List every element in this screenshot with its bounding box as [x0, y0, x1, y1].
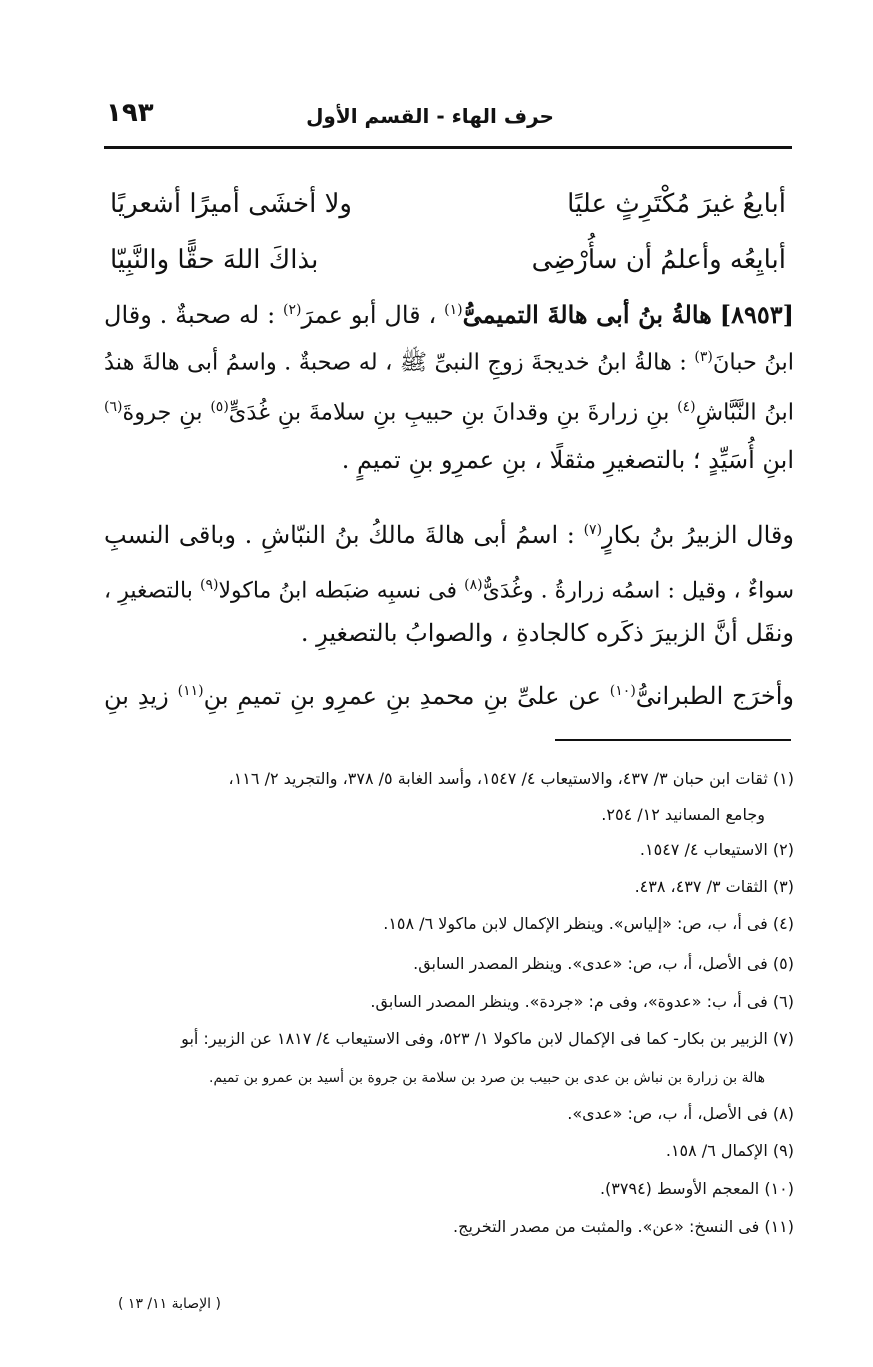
footnote-ref[interactable]: (٤): [677, 399, 696, 415]
signature-mark: ( الإصابة ١١/ ١٣ ): [118, 1296, 221, 1312]
footnote-ref[interactable]: (١٠): [609, 683, 636, 699]
verse-1-first-hemistich: أبايعُ غيرَ مُكْتَرِثٍ عليًا: [567, 189, 786, 219]
header-divider: [104, 146, 792, 149]
body-text: وأخرَج الطبرانىُّ: [635, 682, 794, 710]
body-text: سواءٌ ، وقيل : اسمُه زرارةُ . وغُدَىٌّ: [482, 578, 795, 604]
verse-1-second-hemistich: ولا أخشَى أميرًا أشعريًا: [110, 189, 352, 219]
footnote-10: (١٠) المعجم الأوسط (٣٧٩٤).: [599, 1179, 794, 1198]
body-text: فى نسبِه ضبَطه ابنُ ماكولا: [218, 578, 457, 604]
entry-line: [104, 671, 794, 716]
entry-line: [104, 290, 794, 335]
footnote-ref[interactable]: (١١): [177, 683, 204, 699]
page-number: ١٩٣: [106, 98, 154, 128]
footnote-8: (٨) فى الأصل، أ، ب، ص: «عدى».: [567, 1104, 794, 1123]
body-text: : له صحبةٌ . وقال: [104, 301, 276, 329]
footnote-ref[interactable]: (٦): [104, 399, 123, 415]
footnote-5: (٥) فى الأصل، أ، ب، ص: «عدى». وينظر المصدر السابق.: [413, 954, 794, 973]
footnote-2: (٢) الاستيعاب ٤/ ١٥٤٧.: [639, 840, 794, 859]
body-text: : اسمُ أبى هالةَ مالكُ بنُ النبّاشِ . وباقى النسبِ: [104, 521, 575, 549]
body-text: وقال الزبيرُ بنُ بكارٍ: [602, 521, 794, 549]
footnote-3: (٣) الثقات ٣/ ٤٣٧، ٤٣٨.: [634, 877, 794, 896]
body-text: بنِ زرارةَ بنِ وقدانَ بنِ حبيبِ بنِ سلامةَ بنِ غُدَىٍّ: [228, 399, 670, 426]
entry-line: [104, 613, 794, 653]
footnote-4: (٤) فى أ، ب، ص: «إلياس». وينظر الإكمال لابن ماكولا ٦/ ١٥٨.: [383, 914, 794, 933]
body-text: زيدِ بنِ: [104, 682, 169, 710]
footnote-ref[interactable]: (٢): [283, 302, 302, 318]
poem-verse-2: [110, 240, 786, 280]
entry-number: [٨٩٥٣]: [719, 300, 794, 329]
body-text: ابنُ حبانَ: [712, 349, 795, 376]
entry-line: [104, 387, 794, 433]
footnote-ref[interactable]: (٩): [199, 577, 219, 593]
footnote-ref[interactable]: (٧): [583, 522, 603, 538]
footnote-1-continued: وجامع المسانيد ١٢/ ٢٥٤.: [601, 805, 765, 824]
entry-line: [104, 565, 794, 611]
body-text: : هالةُ ابنُ خديجةَ زوجِ النبىِّ ﷺ ، له صحبةٌ . واسمُ أبى هالةَ هندُ: [104, 349, 687, 376]
entry-line: [104, 337, 794, 383]
body-text: بالتصغيرِ ،: [104, 578, 193, 604]
entry-title: هالةُ بنُ أبى هالةَ التميمىُّ: [462, 300, 712, 329]
footnote-ref[interactable]: (٣): [694, 349, 713, 365]
poem-verse-1: [110, 184, 786, 224]
footnote-ref[interactable]: (٥): [210, 399, 229, 415]
body-text: ، قال أبو عمرَ: [301, 301, 437, 329]
footnote-6: (٦) فى أ، ب: «عدوة»، وفى م: «جردة». وينظر المصدر السابق.: [370, 992, 794, 1011]
running-header-title: حرف الهاء - القسم الأول: [306, 104, 554, 128]
body-text: عن علىِّ بنِ محمدِ بنِ عمرِو بنِ تميمِ بنِ: [203, 682, 601, 710]
verse-2-second-hemistich: بذاكَ اللهَ حقًّا والنَّبِيّا: [110, 245, 319, 275]
footnote-9: (٩) الإكمال ٦/ ١٥٨.: [665, 1141, 794, 1160]
entry-line: [104, 510, 794, 555]
body-text: ابنِ أُسَيِّدٍ ؛ بالتصغيرِ مثقلًا ، بنِ عمرِو بنِ تميمٍ .: [341, 446, 794, 474]
entry-line: [104, 440, 794, 480]
body-text: ابنُ النَّبَّاشِ: [695, 399, 794, 426]
footnote-divider: [555, 739, 791, 741]
body-text: بنِ جروةَ: [122, 399, 203, 426]
footnote-ref[interactable]: (١): [444, 302, 463, 318]
verse-2-first-hemistich: أبايِعُه وأعلمُ أن سأُرْضِى: [531, 245, 786, 275]
footnote-11: (١١) فى النسخ: «عن». والمثبت من مصدر التخريج.: [453, 1217, 794, 1236]
footnote-7: (٧) الزبير بن بكار- كما فى الإكمال لابن ماكولا ١/ ٥٢٣، وفى الاستيعاب ٤/ ١٨١٧ عن الزبير: أبو: [181, 1029, 794, 1048]
body-text: ونقَل أنَّ الزبيرَ ذكَره كالجادةِ ، والصوابُ بالتصغيرِ .: [300, 619, 794, 647]
footnote-7-continued: هالة بن زرارة بن نباش بن عدى بن حبيب بن صرد بن سلامة بن جروة بن أسيد بن عمرو بن تميم.: [209, 1070, 765, 1086]
footnote-ref[interactable]: (٨): [464, 577, 483, 593]
footnote-1: (١) ثقات ابن حبان ٣/ ٤٣٧، والاستيعاب ٤/ ١٥٤٧، وأسد الغابة ٥/ ٣٧٨، والتجريد ٢/ ١١٦،: [228, 769, 794, 788]
